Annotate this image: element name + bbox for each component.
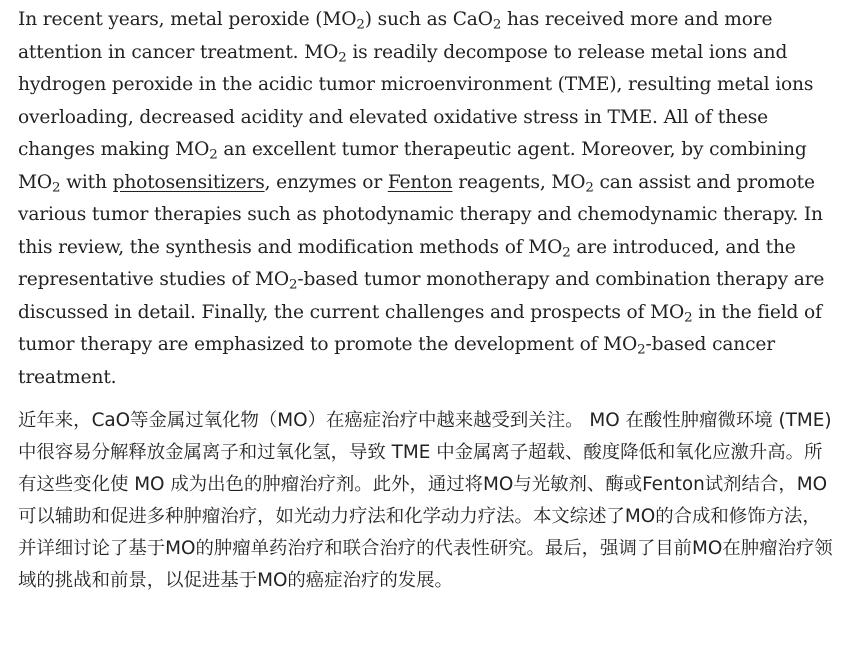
abstract-text: are introduced, and the representative studies of MO bbox=[18, 236, 796, 290]
subscript-2: 2 bbox=[585, 180, 594, 196]
abstract-english bbox=[18, 4, 830, 394]
abstract-chinese: 近年来，CaO等金属过氧化物（MO）在癌症治疗中越来越受到关注。 MO 在酸性肿瘤微环境 (TME) 中很容易分解释放金属离子和过氧化氢，导致 TME 中金属离子超载、酸度降低和氧化应激升高。所有这些变化使 MO 成为出色的肿瘤治疗剂。此外，通过将MO与光敏剂、酶或Fenton试剂结合，MO可以辅助和促进多种肿瘤治疗，如光动力疗法和化学动力疗法。本文综述了MO的合成和修饰方法，并详细讨论了基于MO的肿瘤单药治疗和联合治疗的代表性研究。最后，强调了目前MO在肿瘤治疗领域的挑战和前景，以促进基于MO的癌症治疗的发展。 bbox=[18, 410, 833, 591]
abstract-text: in the field of tumor therapy are emphasized to promote the development of MO bbox=[18, 301, 822, 355]
subscript-2: 2 bbox=[562, 245, 571, 261]
abstract-text: ) such as CaO bbox=[364, 9, 493, 30]
abstract-text: -based tumor monotherapy and combination therapy are discussed in detail. Finally, the current challenges and prospects of MO bbox=[18, 269, 825, 323]
abstract-text: has received more and more attention in cancer treatment. MO bbox=[18, 9, 773, 63]
abstract-text: can assist and promote various tumor therapies such as photodynamic therapy and chemodynamic therapy. In this review, the synthesis and modification methods of MO bbox=[18, 171, 823, 258]
link-fenton[interactable]: Fenton bbox=[387, 171, 453, 193]
subscript-2: 2 bbox=[356, 17, 365, 33]
subscript-2: 2 bbox=[684, 310, 693, 326]
abstract-text: is readily decompose to release metal ions and hydrogen peroxide in the acidic tumor microenvironment (TME), resulting metal ions overloading, decreased acidity and elevated oxidative stress in TME. All of these changes making MO bbox=[18, 41, 814, 160]
subscript-2: 2 bbox=[492, 17, 502, 33]
abstract-text: In recent years, metal peroxide (MO bbox=[18, 9, 357, 30]
subscript-2: 2 bbox=[209, 147, 218, 163]
link-photosensitizers[interactable]: photosensitizers bbox=[112, 171, 265, 193]
subscript-2: 2 bbox=[288, 277, 298, 293]
subscript-2: 2 bbox=[637, 342, 646, 358]
subscript-2: 2 bbox=[51, 180, 61, 196]
abstract-text: reagents, MO bbox=[452, 171, 586, 193]
abstract-text: -based cancer treatment. bbox=[18, 334, 775, 388]
abstract-text: with bbox=[60, 171, 113, 193]
abstract-text: , enzymes or bbox=[264, 171, 388, 193]
subscript-2: 2 bbox=[338, 50, 347, 66]
abstract-text: an excellent tumor therapeutic agent. Moreover, by combining MO bbox=[18, 139, 807, 193]
